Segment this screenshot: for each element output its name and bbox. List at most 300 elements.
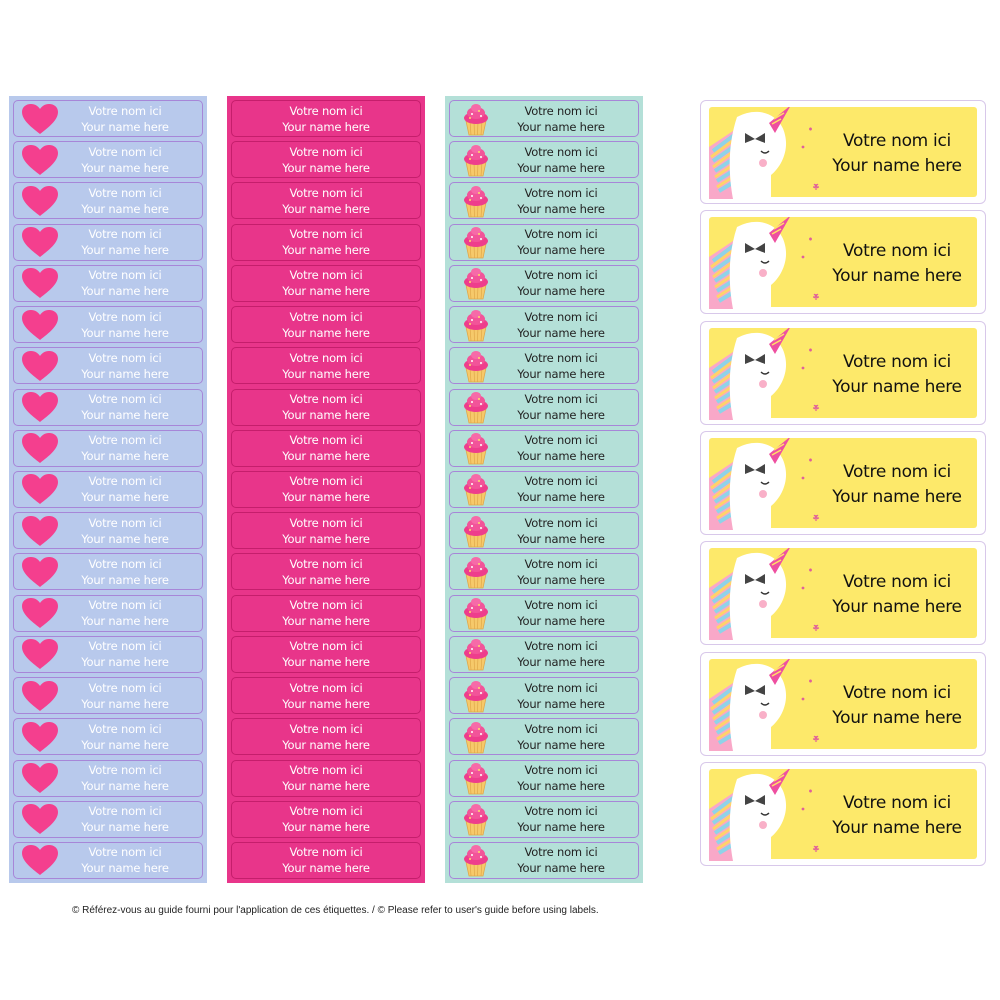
label-line-en: Your name here [517, 119, 605, 134]
unicorn-label [700, 321, 986, 425]
label-line-en: Your name here [517, 572, 605, 587]
label-line-en: Your name here [832, 817, 962, 838]
unicorn-label-text [829, 350, 965, 400]
heart-sheet-label [13, 512, 203, 549]
unicorn-label-text [829, 460, 965, 510]
label-line-fr: Votre nom ici [524, 227, 598, 242]
label-line-fr: Votre nom ici [289, 474, 363, 489]
heart-icon [18, 347, 62, 384]
cupcake-sheet-label [449, 842, 639, 879]
label-line-en: Your name here [517, 820, 605, 835]
label-line-en: Your name here [81, 614, 169, 629]
pink-sheet-label [231, 347, 421, 384]
cupcake-icon [454, 224, 498, 261]
heart-icon [18, 224, 62, 261]
unicorn-label-background [709, 548, 977, 638]
label-line-fr: Votre nom ici [524, 680, 598, 695]
pink-sheet-label [231, 224, 421, 261]
label-text [498, 597, 638, 629]
label-text [62, 844, 202, 876]
cupcake-icon [454, 801, 498, 838]
label-line-fr: Votre nom ici [88, 515, 162, 530]
unicorn-icon [709, 769, 839, 865]
label-text [498, 144, 638, 176]
label-line-fr: Votre nom ici [289, 639, 363, 654]
label-line-en: Your name here [832, 156, 962, 176]
label-line-fr: Votre nom ici [289, 185, 363, 200]
label-line-en: Your name here [517, 160, 605, 175]
heart-sheet-label [13, 224, 203, 261]
label-line-fr: Votre nom ici [289, 309, 363, 324]
label-line-fr: Votre nom ici [524, 350, 598, 365]
cupcake-icon [454, 636, 498, 673]
label-line-en: Your name here [517, 325, 605, 340]
label-line-en: Your name here [81, 696, 169, 711]
label-text [232, 803, 420, 835]
label-line-fr: Votre nom ici [88, 227, 162, 242]
label-line-en: Your name here [282, 737, 370, 752]
label-line-fr: Votre nom ici [88, 103, 162, 118]
cupcake-sheet-label [449, 677, 639, 714]
pink-sheet-label [231, 801, 421, 838]
label-text [498, 515, 638, 547]
label-line-fr: Votre nom ici [843, 572, 951, 593]
label-text [498, 267, 638, 299]
label-line-en: Your name here [282, 119, 370, 134]
unicorn-icon [709, 438, 839, 534]
heart-icon [18, 595, 62, 632]
label-line-fr: Votre nom ici [289, 763, 363, 777]
heart-icon [18, 760, 62, 797]
label-line-en: Your name here [282, 531, 370, 546]
heart-sheet-label [13, 677, 203, 714]
label-line-fr: Votre nom ici [289, 103, 363, 118]
label-line-en: Your name here [81, 160, 169, 175]
label-line-fr: Votre nom ici [88, 309, 162, 324]
unicorn-icon [709, 217, 839, 313]
label-line-en: Your name here [81, 572, 169, 587]
label-line-en: Your name here [81, 325, 169, 340]
unicorn-icon [709, 659, 839, 755]
unicorn-label [700, 652, 986, 756]
label-line-en: Your name here [517, 861, 605, 876]
heart-icon [18, 389, 62, 426]
cupcake-sheet-label [449, 100, 639, 137]
cupcake-icon [454, 553, 498, 590]
label-line-en: Your name here [517, 243, 605, 258]
label-line-en: Your name here [81, 119, 169, 134]
label-line-en: Your name here [81, 490, 169, 505]
unicorn-label-background [709, 217, 977, 307]
unicorn-label [700, 541, 986, 645]
label-text [62, 515, 202, 547]
heart-sheet-label [13, 141, 203, 178]
cupcake-sheet-label [449, 718, 639, 755]
label-text [498, 721, 638, 753]
label-line-en: Your name here [282, 614, 370, 629]
label-line-en: Your name here [517, 737, 605, 752]
label-text [498, 103, 638, 135]
label-line-en: Your name here [81, 284, 169, 299]
unicorn-label-text [829, 791, 965, 841]
cupcake-sheet-label [449, 801, 639, 838]
label-text [62, 556, 202, 588]
label-line-fr: Votre nom ici [88, 556, 162, 571]
heart-icon [18, 512, 62, 549]
heart-icon [18, 182, 62, 219]
label-line-fr: Votre nom ici [843, 682, 951, 703]
label-text [62, 680, 202, 712]
label-line-en: Your name here [282, 490, 370, 505]
label-line-fr: Votre nom ici [289, 680, 363, 695]
label-line-en: Your name here [282, 408, 370, 423]
cupcake-sheet-label [449, 265, 639, 302]
pink-sheet-label [231, 430, 421, 467]
heart-sheet-label [13, 842, 203, 879]
label-line-en: Your name here [832, 486, 962, 507]
pink-sheet-label [231, 182, 421, 219]
label-line-fr: Votre nom ici [843, 241, 951, 262]
label-line-fr: Votre nom ici [843, 461, 951, 482]
cupcake-icon [454, 430, 498, 467]
label-text [498, 309, 638, 341]
cupcake-icon [454, 347, 498, 384]
unicorn-label-background [709, 659, 977, 749]
heart-icon [18, 842, 62, 879]
label-line-en: Your name here [282, 861, 370, 876]
label-line-en: Your name here [81, 861, 169, 876]
cupcake-icon [454, 306, 498, 343]
label-line-en: Your name here [282, 366, 370, 381]
cupcake-sheet-label [449, 306, 639, 343]
heart-icon [18, 265, 62, 302]
heart-sheet-label [13, 595, 203, 632]
label-line-en: Your name here [81, 737, 169, 752]
label-text [232, 680, 420, 712]
unicorn-label [700, 100, 986, 204]
heart-icon [18, 718, 62, 755]
label-text [232, 844, 420, 876]
label-line-fr: Votre nom ici [524, 185, 598, 200]
pink-sheet-label [231, 306, 421, 343]
label-text [232, 267, 420, 299]
cupcake-icon [454, 100, 498, 137]
cupcake-sheet-label [449, 595, 639, 632]
label-line-en: Your name here [81, 366, 169, 381]
cupcake-icon [454, 471, 498, 508]
unicorn-label [700, 210, 986, 314]
pink-sheet-label [231, 265, 421, 302]
heart-icon [18, 801, 62, 838]
label-line-en: Your name here [832, 266, 962, 287]
label-line-en: Your name here [282, 160, 370, 175]
label-line-fr: Votre nom ici [524, 474, 598, 489]
cupcake-sheet-label [449, 760, 639, 797]
label-text [62, 144, 202, 176]
cupcake-sheet-label [449, 347, 639, 384]
label-line-en: Your name here [81, 655, 169, 670]
label-text [498, 226, 638, 258]
label-line-fr: Votre nom ici [88, 433, 162, 448]
label-text [62, 762, 202, 794]
label-line-fr: Votre nom ici [843, 792, 951, 813]
heart-sheet-label [13, 760, 203, 797]
label-line-en: Your name here [282, 284, 370, 299]
heart-icon [18, 553, 62, 590]
heart-sheet-label [13, 636, 203, 673]
unicorn-icon [709, 548, 839, 644]
label-text [498, 803, 638, 835]
label-text [232, 515, 420, 547]
heart-icon [18, 471, 62, 508]
label-line-fr: Votre nom ici [524, 309, 598, 324]
label-line-en: Your name here [517, 655, 605, 670]
cupcake-icon [454, 842, 498, 879]
cupcake-icon [454, 595, 498, 632]
label-text [232, 144, 420, 176]
label-text [232, 432, 420, 464]
heart-icon [18, 100, 62, 137]
label-text [232, 103, 420, 135]
heart-sheet-label [13, 718, 203, 755]
label-text [232, 391, 420, 423]
heart-sheet-label [13, 265, 203, 302]
unicorn-label-background [709, 328, 977, 418]
heart-icon [18, 141, 62, 178]
label-line-en: Your name here [81, 243, 169, 258]
label-line-fr: Votre nom ici [289, 721, 363, 736]
cupcake-label-sheet [445, 96, 643, 883]
label-text [62, 638, 202, 670]
heart-icon [18, 677, 62, 714]
heart-sheet-label [13, 389, 203, 426]
pink-sheet-label [231, 141, 421, 178]
unicorn-label-text [829, 681, 965, 731]
heart-sheet-label [13, 801, 203, 838]
label-line-en: Your name here [832, 707, 962, 728]
label-line-en: Your name here [517, 779, 605, 793]
cupcake-icon [454, 718, 498, 755]
label-text [232, 309, 420, 341]
heart-sheet-label [13, 430, 203, 467]
label-line-en: Your name here [81, 820, 169, 835]
label-text [498, 391, 638, 423]
label-line-fr: Votre nom ici [524, 433, 598, 448]
unicorn-icon [709, 107, 839, 203]
label-line-en: Your name here [282, 820, 370, 835]
label-text [62, 721, 202, 753]
label-line-fr: Votre nom ici [843, 351, 951, 372]
unicorn-label-background [709, 107, 977, 197]
pink-sheet-label [231, 100, 421, 137]
label-text [232, 721, 420, 753]
label-line-en: Your name here [517, 490, 605, 505]
label-line-fr: Votre nom ici [88, 639, 162, 654]
label-text [498, 556, 638, 588]
label-line-fr: Votre nom ici [524, 598, 598, 613]
label-line-fr: Votre nom ici [289, 433, 363, 448]
cupcake-sheet-label [449, 512, 639, 549]
cupcake-icon [454, 512, 498, 549]
label-text [498, 473, 638, 505]
label-line-en: Your name here [81, 779, 169, 793]
label-line-fr: Votre nom ici [289, 845, 363, 860]
pink-sheet-label [231, 636, 421, 673]
pink-sheet-label [231, 760, 421, 797]
label-line-en: Your name here [517, 531, 605, 546]
cupcake-icon [454, 141, 498, 178]
label-line-fr: Votre nom ici [88, 350, 162, 365]
cupcake-sheet-label [449, 636, 639, 673]
label-line-en: Your name here [282, 655, 370, 670]
pink-sheet-label [231, 471, 421, 508]
cupcake-icon [454, 389, 498, 426]
label-line-fr: Votre nom ici [88, 185, 162, 200]
label-line-fr: Votre nom ici [843, 131, 951, 151]
label-text [498, 680, 638, 712]
label-line-fr: Votre nom ici [88, 268, 162, 283]
label-line-fr: Votre nom ici [524, 721, 598, 736]
label-line-fr: Votre nom ici [524, 144, 598, 159]
label-text [498, 185, 638, 217]
label-text [498, 638, 638, 670]
unicorn-label [700, 762, 986, 866]
label-text [232, 638, 420, 670]
heart-icon [18, 306, 62, 343]
cupcake-icon [454, 677, 498, 714]
label-line-fr: Votre nom ici [289, 392, 363, 407]
label-text [62, 391, 202, 423]
label-line-fr: Votre nom ici [88, 680, 162, 695]
label-line-en: Your name here [517, 696, 605, 711]
unicorn-label [700, 431, 986, 535]
pink-sheet-label [231, 842, 421, 879]
heart-sheet-label [13, 471, 203, 508]
cupcake-icon [454, 265, 498, 302]
pink-sheet-label [231, 718, 421, 755]
cupcake-sheet-label [449, 553, 639, 590]
pink-sheet-label [231, 389, 421, 426]
label-text [498, 350, 638, 382]
label-text [62, 597, 202, 629]
label-text [232, 350, 420, 382]
heart-sheet-label [13, 306, 203, 343]
heart-icon [18, 430, 62, 467]
label-line-en: Your name here [81, 449, 169, 464]
cupcake-sheet-label [449, 224, 639, 261]
cupcake-icon [454, 760, 498, 797]
label-text [232, 556, 420, 588]
label-line-en: Your name here [517, 366, 605, 381]
unicorn-label-background [709, 769, 977, 859]
label-text [62, 309, 202, 341]
label-line-en: Your name here [282, 696, 370, 711]
label-text [498, 844, 638, 876]
cupcake-sheet-label [449, 141, 639, 178]
label-line-fr: Votre nom ici [289, 804, 363, 819]
label-line-en: Your name here [517, 449, 605, 464]
label-line-fr: Votre nom ici [524, 763, 598, 777]
label-line-en: Your name here [282, 201, 370, 216]
label-text [232, 473, 420, 505]
heart-sheet-label [13, 553, 203, 590]
cupcake-sheet-label [449, 389, 639, 426]
label-line-en: Your name here [282, 572, 370, 587]
label-line-fr: Votre nom ici [524, 515, 598, 530]
cupcake-icon [454, 182, 498, 219]
label-line-fr: Votre nom ici [289, 350, 363, 365]
label-line-fr: Votre nom ici [524, 556, 598, 571]
label-line-en: Your name here [282, 325, 370, 340]
label-line-fr: Votre nom ici [88, 144, 162, 159]
label-line-fr: Votre nom ici [88, 721, 162, 736]
unicorn-label-text [829, 239, 965, 289]
heart-sheet-label [13, 100, 203, 137]
label-line-en: Your name here [81, 201, 169, 216]
label-line-en: Your name here [517, 201, 605, 216]
label-text [62, 267, 202, 299]
label-text [498, 762, 638, 794]
label-text [62, 226, 202, 258]
pink-sheet-label [231, 677, 421, 714]
label-line-fr: Votre nom ici [524, 639, 598, 654]
unicorn-label-text [829, 570, 965, 620]
label-line-fr: Votre nom ici [88, 804, 162, 819]
cupcake-sheet-label [449, 471, 639, 508]
label-line-fr: Votre nom ici [289, 268, 363, 283]
label-line-fr: Votre nom ici [289, 598, 363, 613]
label-line-en: Your name here [81, 531, 169, 546]
label-text [232, 185, 420, 217]
label-text [62, 350, 202, 382]
pink-sheet-label [231, 553, 421, 590]
label-line-en: Your name here [282, 449, 370, 464]
label-line-fr: Votre nom ici [524, 103, 598, 118]
heart-icon [18, 636, 62, 673]
label-line-en: Your name here [517, 614, 605, 629]
label-line-fr: Votre nom ici [88, 474, 162, 489]
label-line-en: Your name here [517, 408, 605, 423]
cupcake-sheet-label [449, 430, 639, 467]
unicorn-label-background [709, 438, 977, 528]
label-line-fr: Votre nom ici [289, 515, 363, 530]
label-line-fr: Votre nom ici [289, 227, 363, 242]
label-text [62, 432, 202, 464]
pink-sheet-label [231, 512, 421, 549]
label-line-fr: Votre nom ici [88, 845, 162, 860]
pink-sheet-label [231, 595, 421, 632]
label-line-fr: Votre nom ici [524, 804, 598, 819]
label-text [62, 103, 202, 135]
heart-sheet-label [13, 182, 203, 219]
pink-label-sheet [227, 96, 425, 883]
label-text [62, 473, 202, 505]
label-line-fr: Votre nom ici [524, 845, 598, 860]
label-text [62, 803, 202, 835]
label-line-fr: Votre nom ici [524, 392, 598, 407]
unicorn-label-text [829, 129, 965, 179]
label-line-fr: Votre nom ici [88, 598, 162, 613]
heart-sheet-label [13, 347, 203, 384]
label-line-en: Your name here [517, 284, 605, 299]
label-line-en: Your name here [832, 376, 962, 397]
label-line-fr: Votre nom ici [289, 556, 363, 571]
label-text [232, 762, 420, 794]
unicorn-icon [709, 328, 839, 424]
label-line-en: Your name here [282, 243, 370, 258]
usage-notice: © Référez-vous au guide fourni pour l'application de ces étiquettes. / © Please refer to user's guide before using labels. [72, 905, 599, 916]
label-text [498, 432, 638, 464]
